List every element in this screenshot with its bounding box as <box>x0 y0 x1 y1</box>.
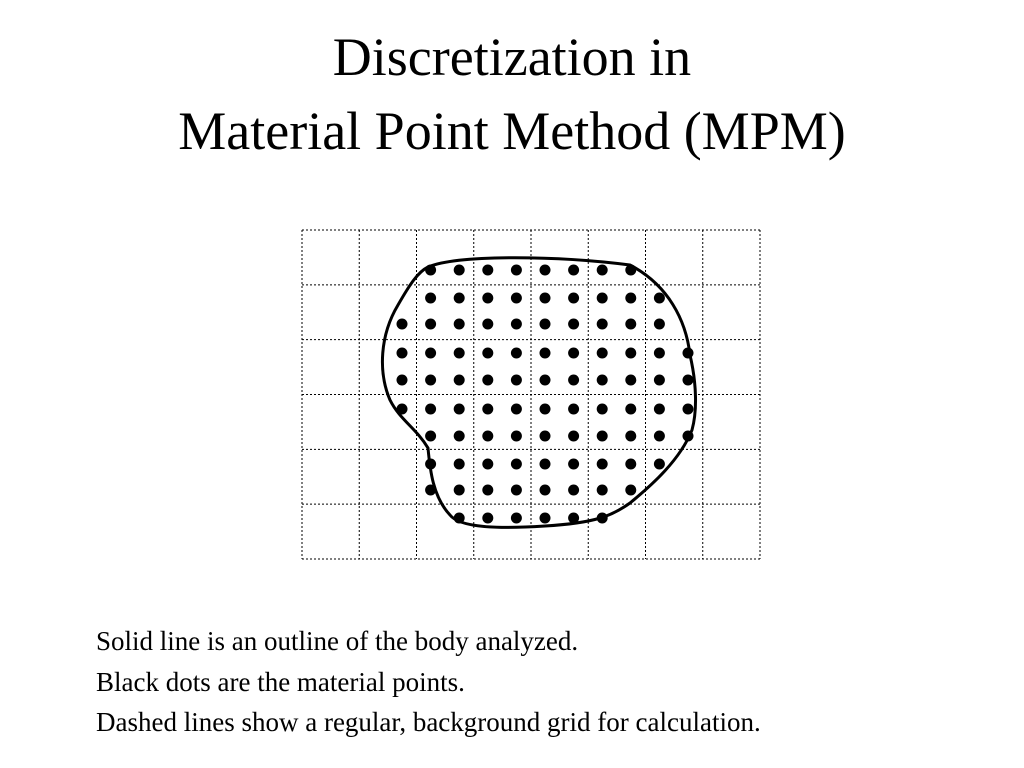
material-point <box>454 485 465 496</box>
material-point <box>654 404 665 415</box>
material-point <box>511 404 522 415</box>
material-point <box>425 319 436 330</box>
material-point <box>625 431 636 442</box>
material-point <box>482 348 493 359</box>
material-point <box>625 404 636 415</box>
material-point <box>654 348 665 359</box>
material-point <box>425 404 436 415</box>
material-point <box>482 375 493 386</box>
material-point <box>597 459 608 470</box>
material-point <box>425 375 436 386</box>
material-point <box>482 265 493 276</box>
material-point <box>683 404 694 415</box>
material-point <box>425 348 436 359</box>
material-point <box>425 293 436 304</box>
material-point <box>568 319 579 330</box>
background-grid <box>302 230 760 559</box>
material-point <box>654 459 665 470</box>
material-point <box>568 513 579 524</box>
material-point <box>454 459 465 470</box>
material-point <box>568 348 579 359</box>
material-point <box>454 319 465 330</box>
material-point <box>454 375 465 386</box>
material-point <box>454 513 465 524</box>
material-point <box>654 319 665 330</box>
material-point <box>683 431 694 442</box>
material-point <box>425 265 436 276</box>
material-point <box>568 485 579 496</box>
material-point <box>482 485 493 496</box>
material-point <box>540 485 551 496</box>
material-point <box>511 459 522 470</box>
material-point <box>511 513 522 524</box>
material-point <box>540 404 551 415</box>
material-point <box>540 348 551 359</box>
material-point <box>454 265 465 276</box>
material-point <box>482 431 493 442</box>
material-point <box>454 348 465 359</box>
material-point <box>511 375 522 386</box>
material-point <box>397 348 408 359</box>
material-point <box>511 485 522 496</box>
material-point <box>454 404 465 415</box>
material-point <box>597 375 608 386</box>
material-point <box>568 431 579 442</box>
material-point <box>597 293 608 304</box>
material-point <box>654 431 665 442</box>
material-point <box>482 404 493 415</box>
material-point <box>597 485 608 496</box>
material-point <box>540 265 551 276</box>
material-point <box>540 375 551 386</box>
material-point <box>482 513 493 524</box>
material-point <box>540 513 551 524</box>
material-point <box>597 404 608 415</box>
material-point <box>425 431 436 442</box>
material-point <box>511 265 522 276</box>
material-point <box>540 459 551 470</box>
material-point <box>597 319 608 330</box>
material-point <box>482 459 493 470</box>
material-point <box>425 485 436 496</box>
material-point <box>625 459 636 470</box>
material-point <box>540 319 551 330</box>
material-point <box>397 375 408 386</box>
material-point <box>540 293 551 304</box>
material-point <box>625 293 636 304</box>
material-point <box>683 348 694 359</box>
material-point <box>540 431 551 442</box>
material-point <box>425 459 436 470</box>
material-point <box>568 293 579 304</box>
material-point <box>597 265 608 276</box>
material-point <box>568 459 579 470</box>
material-point <box>482 293 493 304</box>
material-point <box>625 375 636 386</box>
material-point <box>683 375 694 386</box>
material-point <box>654 375 665 386</box>
caption-outline: Solid line is an outline of the body analyzed. <box>96 626 579 656</box>
material-point <box>511 431 522 442</box>
material-point <box>511 319 522 330</box>
material-point <box>454 431 465 442</box>
material-point <box>397 319 408 330</box>
material-point <box>625 319 636 330</box>
material-point <box>625 485 636 496</box>
material-point <box>568 265 579 276</box>
material-point <box>397 404 408 415</box>
material-point <box>625 348 636 359</box>
material-point <box>654 293 665 304</box>
material-point <box>511 348 522 359</box>
material-point <box>568 375 579 386</box>
caption-background-grid: Dashed lines show a regular, background grid for calculation. <box>96 707 761 737</box>
material-point <box>482 319 493 330</box>
material-point <box>511 293 522 304</box>
material-point <box>625 265 636 276</box>
material-point <box>454 293 465 304</box>
material-point <box>568 404 579 415</box>
slide-title-line-2: Material Point Method (MPM) <box>178 101 846 161</box>
caption-material-points: Black dots are the material points. <box>96 667 465 697</box>
material-point <box>597 348 608 359</box>
slide-title-line-1: Discretization in <box>332 27 692 87</box>
material-point <box>597 513 608 524</box>
material-point <box>597 431 608 442</box>
